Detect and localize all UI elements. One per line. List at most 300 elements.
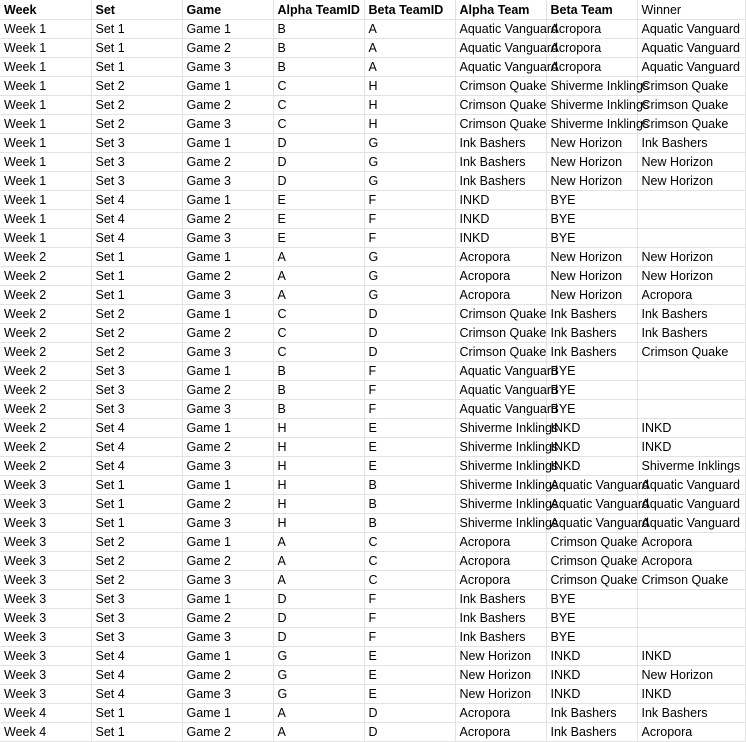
alpha-team-cell[interactable]: Shiverme Inklings	[455, 476, 546, 495]
game-cell[interactable]: Game 1	[182, 248, 273, 267]
alpha-team-id-cell[interactable]: B	[273, 58, 364, 77]
alpha-team-id-cell[interactable]: A	[273, 267, 364, 286]
alpha-team-cell[interactable]: Crimson Quake	[455, 324, 546, 343]
beta-team-id-cell[interactable]: E	[364, 419, 455, 438]
week-cell[interactable]: Week 2	[0, 400, 91, 419]
winner-cell[interactable]: Crimson Quake	[637, 343, 745, 362]
alpha-team-id-cell[interactable]: E	[273, 229, 364, 248]
beta-team-id-cell[interactable]: A	[364, 20, 455, 39]
game-cell[interactable]: Game 2	[182, 324, 273, 343]
set-cell[interactable]: Set 1	[91, 39, 182, 58]
game-cell[interactable]: Game 3	[182, 457, 273, 476]
week-cell[interactable]: Week 4	[0, 704, 91, 723]
beta-team-cell[interactable]: New Horizon	[546, 267, 637, 286]
winner-cell[interactable]: Acropora	[637, 286, 745, 305]
week-cell[interactable]: Week 3	[0, 533, 91, 552]
alpha-team-id-cell[interactable]: G	[273, 685, 364, 704]
alpha-team-cell[interactable]: Shiverme Inklings	[455, 438, 546, 457]
winner-cell[interactable]: INKD	[637, 647, 745, 666]
alpha-team-id-cell[interactable]: C	[273, 96, 364, 115]
week-cell[interactable]: Week 3	[0, 476, 91, 495]
week-cell[interactable]: Week 3	[0, 495, 91, 514]
beta-team-id-cell[interactable]: B	[364, 495, 455, 514]
winner-cell[interactable]: INKD	[637, 419, 745, 438]
beta-team-id-cell[interactable]: E	[364, 647, 455, 666]
set-cell[interactable]: Set 2	[91, 77, 182, 96]
winner-cell[interactable]: Acropora	[637, 533, 745, 552]
beta-team-cell[interactable]: BYE	[546, 191, 637, 210]
alpha-team-id-cell[interactable]: H	[273, 438, 364, 457]
alpha-team-id-cell[interactable]: A	[273, 248, 364, 267]
set-cell[interactable]: Set 3	[91, 381, 182, 400]
alpha-team-cell[interactable]: Aquatic Vanguard	[455, 381, 546, 400]
week-cell[interactable]: Week 1	[0, 39, 91, 58]
alpha-team-cell[interactable]: Crimson Quake	[455, 305, 546, 324]
alpha-team-id-cell[interactable]: C	[273, 305, 364, 324]
beta-team-id-cell[interactable]: F	[364, 229, 455, 248]
winner-cell[interactable]	[637, 229, 745, 248]
alpha-team-id-cell[interactable]: E	[273, 210, 364, 229]
alpha-team-cell[interactable]: Acropora	[455, 248, 546, 267]
week-cell[interactable]: Week 1	[0, 96, 91, 115]
alpha-team-id-cell[interactable]: B	[273, 381, 364, 400]
winner-cell[interactable]	[637, 381, 745, 400]
alpha-team-id-cell[interactable]: G	[273, 666, 364, 685]
week-cell[interactable]: Week 3	[0, 552, 91, 571]
winner-cell[interactable]: Acropora	[637, 723, 745, 742]
beta-team-cell[interactable]: Crimson Quake	[546, 533, 637, 552]
alpha-team-id-cell[interactable]: C	[273, 77, 364, 96]
set-cell[interactable]: Set 1	[91, 286, 182, 305]
alpha-team-cell[interactable]: Acropora	[455, 552, 546, 571]
beta-team-cell[interactable]: BYE	[546, 381, 637, 400]
game-cell[interactable]: Game 2	[182, 609, 273, 628]
set-cell[interactable]: Set 2	[91, 96, 182, 115]
set-cell[interactable]: Set 4	[91, 666, 182, 685]
week-cell[interactable]: Week 1	[0, 134, 91, 153]
beta-team-id-cell[interactable]: F	[364, 590, 455, 609]
alpha-team-cell[interactable]: New Horizon	[455, 685, 546, 704]
winner-cell[interactable]: Ink Bashers	[637, 324, 745, 343]
game-cell[interactable]: Game 3	[182, 58, 273, 77]
alpha-team-cell[interactable]: Ink Bashers	[455, 172, 546, 191]
beta-team-cell[interactable]: INKD	[546, 438, 637, 457]
beta-team-id-cell[interactable]: C	[364, 571, 455, 590]
alpha-team-cell[interactable]: Aquatic Vanguard	[455, 362, 546, 381]
alpha-team-cell[interactable]: Shiverme Inklings	[455, 419, 546, 438]
alpha-team-cell[interactable]: Crimson Quake	[455, 96, 546, 115]
winner-cell[interactable]: Aquatic Vanguard	[637, 514, 745, 533]
week-cell[interactable]: Week 3	[0, 514, 91, 533]
winner-cell[interactable]: Aquatic Vanguard	[637, 39, 745, 58]
alpha-team-id-cell[interactable]: G	[273, 647, 364, 666]
winner-cell[interactable]: Shiverme Inklings	[637, 457, 745, 476]
beta-team-cell[interactable]: New Horizon	[546, 134, 637, 153]
game-cell[interactable]: Game 1	[182, 305, 273, 324]
winner-cell[interactable]	[637, 191, 745, 210]
beta-team-id-cell[interactable]: G	[364, 286, 455, 305]
winner-cell[interactable]: New Horizon	[637, 267, 745, 286]
alpha-team-cell[interactable]: Shiverme Inklings	[455, 495, 546, 514]
week-cell[interactable]: Week 3	[0, 590, 91, 609]
alpha-team-cell[interactable]: Ink Bashers	[455, 609, 546, 628]
header-alpha-team-id[interactable]: Alpha TeamID	[273, 0, 364, 20]
winner-cell[interactable]	[637, 628, 745, 647]
beta-team-id-cell[interactable]: E	[364, 438, 455, 457]
beta-team-cell[interactable]: INKD	[546, 419, 637, 438]
winner-cell[interactable]: New Horizon	[637, 172, 745, 191]
alpha-team-cell[interactable]: Ink Bashers	[455, 590, 546, 609]
beta-team-id-cell[interactable]: G	[364, 134, 455, 153]
game-cell[interactable]: Game 3	[182, 115, 273, 134]
beta-team-id-cell[interactable]: H	[364, 77, 455, 96]
beta-team-cell[interactable]: New Horizon	[546, 172, 637, 191]
week-cell[interactable]: Week 3	[0, 609, 91, 628]
game-cell[interactable]: Game 2	[182, 552, 273, 571]
set-cell[interactable]: Set 1	[91, 58, 182, 77]
game-cell[interactable]: Game 2	[182, 381, 273, 400]
game-cell[interactable]: Game 3	[182, 400, 273, 419]
game-cell[interactable]: Game 1	[182, 362, 273, 381]
set-cell[interactable]: Set 3	[91, 362, 182, 381]
beta-team-id-cell[interactable]: F	[364, 381, 455, 400]
winner-cell[interactable]	[637, 400, 745, 419]
set-cell[interactable]: Set 4	[91, 191, 182, 210]
beta-team-id-cell[interactable]: F	[364, 362, 455, 381]
set-cell[interactable]: Set 2	[91, 571, 182, 590]
alpha-team-id-cell[interactable]: C	[273, 324, 364, 343]
set-cell[interactable]: Set 3	[91, 609, 182, 628]
alpha-team-cell[interactable]: Aquatic Vanguard	[455, 58, 546, 77]
set-cell[interactable]: Set 1	[91, 723, 182, 742]
week-cell[interactable]: Week 2	[0, 267, 91, 286]
beta-team-cell[interactable]: Acropora	[546, 20, 637, 39]
game-cell[interactable]: Game 3	[182, 685, 273, 704]
game-cell[interactable]: Game 2	[182, 210, 273, 229]
beta-team-id-cell[interactable]: G	[364, 153, 455, 172]
set-cell[interactable]: Set 2	[91, 324, 182, 343]
beta-team-cell[interactable]: New Horizon	[546, 248, 637, 267]
winner-cell[interactable]: Ink Bashers	[637, 134, 745, 153]
header-winner[interactable]: Winner	[637, 0, 745, 20]
set-cell[interactable]: Set 1	[91, 20, 182, 39]
alpha-team-cell[interactable]: Ink Bashers	[455, 628, 546, 647]
week-cell[interactable]: Week 2	[0, 381, 91, 400]
game-cell[interactable]: Game 1	[182, 590, 273, 609]
alpha-team-cell[interactable]: Aquatic Vanguard	[455, 400, 546, 419]
alpha-team-id-cell[interactable]: H	[273, 457, 364, 476]
game-cell[interactable]: Game 3	[182, 172, 273, 191]
game-cell[interactable]: Game 2	[182, 39, 273, 58]
beta-team-id-cell[interactable]: E	[364, 457, 455, 476]
winner-cell[interactable]: Crimson Quake	[637, 77, 745, 96]
game-cell[interactable]: Game 2	[182, 438, 273, 457]
winner-cell[interactable]: Aquatic Vanguard	[637, 495, 745, 514]
game-cell[interactable]: Game 2	[182, 666, 273, 685]
game-cell[interactable]: Game 3	[182, 514, 273, 533]
beta-team-id-cell[interactable]: E	[364, 666, 455, 685]
beta-team-id-cell[interactable]: B	[364, 514, 455, 533]
winner-cell[interactable]: New Horizon	[637, 666, 745, 685]
week-cell[interactable]: Week 4	[0, 723, 91, 742]
set-cell[interactable]: Set 2	[91, 533, 182, 552]
alpha-team-id-cell[interactable]: D	[273, 628, 364, 647]
game-cell[interactable]: Game 2	[182, 96, 273, 115]
game-cell[interactable]: Game 2	[182, 495, 273, 514]
beta-team-cell[interactable]: INKD	[546, 666, 637, 685]
beta-team-cell[interactable]: BYE	[546, 362, 637, 381]
beta-team-cell[interactable]: Acropora	[546, 39, 637, 58]
alpha-team-cell[interactable]: Crimson Quake	[455, 115, 546, 134]
alpha-team-cell[interactable]: New Horizon	[455, 647, 546, 666]
set-cell[interactable]: Set 4	[91, 457, 182, 476]
beta-team-id-cell[interactable]: F	[364, 628, 455, 647]
week-cell[interactable]: Week 3	[0, 685, 91, 704]
alpha-team-cell[interactable]: Crimson Quake	[455, 77, 546, 96]
alpha-team-id-cell[interactable]: D	[273, 134, 364, 153]
beta-team-cell[interactable]: Aquatic Vanguard	[546, 514, 637, 533]
beta-team-cell[interactable]: Ink Bashers	[546, 343, 637, 362]
set-cell[interactable]: Set 1	[91, 704, 182, 723]
game-cell[interactable]: Game 2	[182, 153, 273, 172]
beta-team-id-cell[interactable]: B	[364, 476, 455, 495]
alpha-team-id-cell[interactable]: A	[273, 571, 364, 590]
game-cell[interactable]: Game 1	[182, 77, 273, 96]
beta-team-cell[interactable]: BYE	[546, 400, 637, 419]
set-cell[interactable]: Set 4	[91, 229, 182, 248]
winner-cell[interactable]	[637, 609, 745, 628]
game-cell[interactable]: Game 2	[182, 267, 273, 286]
winner-cell[interactable]	[637, 210, 745, 229]
alpha-team-cell[interactable]: Acropora	[455, 571, 546, 590]
alpha-team-cell[interactable]: Ink Bashers	[455, 153, 546, 172]
week-cell[interactable]: Week 3	[0, 666, 91, 685]
alpha-team-cell[interactable]: Acropora	[455, 723, 546, 742]
set-cell[interactable]: Set 3	[91, 172, 182, 191]
game-cell[interactable]: Game 2	[182, 723, 273, 742]
set-cell[interactable]: Set 1	[91, 248, 182, 267]
alpha-team-cell[interactable]: Acropora	[455, 267, 546, 286]
week-cell[interactable]: Week 3	[0, 628, 91, 647]
beta-team-cell[interactable]: INKD	[546, 685, 637, 704]
week-cell[interactable]: Week 1	[0, 153, 91, 172]
alpha-team-id-cell[interactable]: H	[273, 495, 364, 514]
beta-team-id-cell[interactable]: A	[364, 39, 455, 58]
week-cell[interactable]: Week 2	[0, 343, 91, 362]
alpha-team-id-cell[interactable]: D	[273, 172, 364, 191]
beta-team-cell[interactable]: New Horizon	[546, 286, 637, 305]
week-cell[interactable]: Week 1	[0, 20, 91, 39]
winner-cell[interactable]: Acropora	[637, 552, 745, 571]
beta-team-id-cell[interactable]: D	[364, 704, 455, 723]
alpha-team-id-cell[interactable]: C	[273, 343, 364, 362]
beta-team-cell[interactable]: Crimson Quake	[546, 571, 637, 590]
beta-team-cell[interactable]: BYE	[546, 628, 637, 647]
set-cell[interactable]: Set 2	[91, 305, 182, 324]
beta-team-cell[interactable]: INKD	[546, 457, 637, 476]
beta-team-cell[interactable]: Ink Bashers	[546, 704, 637, 723]
game-cell[interactable]: Game 3	[182, 229, 273, 248]
alpha-team-id-cell[interactable]: D	[273, 153, 364, 172]
week-cell[interactable]: Week 3	[0, 571, 91, 590]
beta-team-cell[interactable]: Shiverme Inklings	[546, 77, 637, 96]
alpha-team-id-cell[interactable]: A	[273, 723, 364, 742]
week-cell[interactable]: Week 1	[0, 77, 91, 96]
header-beta-team[interactable]: Beta Team	[546, 0, 637, 20]
set-cell[interactable]: Set 4	[91, 210, 182, 229]
beta-team-id-cell[interactable]: F	[364, 191, 455, 210]
winner-cell[interactable]: Ink Bashers	[637, 704, 745, 723]
beta-team-cell[interactable]: Ink Bashers	[546, 324, 637, 343]
beta-team-id-cell[interactable]: A	[364, 58, 455, 77]
set-cell[interactable]: Set 3	[91, 153, 182, 172]
game-cell[interactable]: Game 1	[182, 476, 273, 495]
alpha-team-cell[interactable]: Shiverme Inklings	[455, 514, 546, 533]
alpha-team-cell[interactable]: Acropora	[455, 533, 546, 552]
set-cell[interactable]: Set 4	[91, 685, 182, 704]
alpha-team-cell[interactable]: INKD	[455, 229, 546, 248]
set-cell[interactable]: Set 3	[91, 134, 182, 153]
beta-team-id-cell[interactable]: D	[364, 324, 455, 343]
set-cell[interactable]: Set 2	[91, 343, 182, 362]
winner-cell[interactable]: Aquatic Vanguard	[637, 20, 745, 39]
week-cell[interactable]: Week 2	[0, 438, 91, 457]
set-cell[interactable]: Set 1	[91, 495, 182, 514]
set-cell[interactable]: Set 1	[91, 514, 182, 533]
set-cell[interactable]: Set 2	[91, 552, 182, 571]
game-cell[interactable]: Game 3	[182, 286, 273, 305]
winner-cell[interactable]: Aquatic Vanguard	[637, 476, 745, 495]
week-cell[interactable]: Week 2	[0, 457, 91, 476]
set-cell[interactable]: Set 4	[91, 438, 182, 457]
winner-cell[interactable]: New Horizon	[637, 248, 745, 267]
alpha-team-id-cell[interactable]: H	[273, 476, 364, 495]
beta-team-cell[interactable]: BYE	[546, 590, 637, 609]
beta-team-id-cell[interactable]: D	[364, 305, 455, 324]
beta-team-id-cell[interactable]: H	[364, 115, 455, 134]
set-cell[interactable]: Set 2	[91, 115, 182, 134]
beta-team-id-cell[interactable]: F	[364, 609, 455, 628]
beta-team-id-cell[interactable]: G	[364, 248, 455, 267]
beta-team-id-cell[interactable]: D	[364, 343, 455, 362]
alpha-team-id-cell[interactable]: A	[273, 552, 364, 571]
beta-team-id-cell[interactable]: F	[364, 210, 455, 229]
alpha-team-id-cell[interactable]: H	[273, 514, 364, 533]
game-cell[interactable]: Game 1	[182, 134, 273, 153]
beta-team-id-cell[interactable]: F	[364, 400, 455, 419]
game-cell[interactable]: Game 3	[182, 628, 273, 647]
alpha-team-id-cell[interactable]: E	[273, 191, 364, 210]
game-cell[interactable]: Game 3	[182, 571, 273, 590]
header-alpha-team[interactable]: Alpha Team	[455, 0, 546, 20]
alpha-team-cell[interactable]: Aquatic Vanguard	[455, 39, 546, 58]
set-cell[interactable]: Set 3	[91, 400, 182, 419]
header-beta-team-id[interactable]: Beta TeamID	[364, 0, 455, 20]
alpha-team-cell[interactable]: Aquatic Vanguard	[455, 20, 546, 39]
alpha-team-id-cell[interactable]: A	[273, 704, 364, 723]
alpha-team-id-cell[interactable]: A	[273, 533, 364, 552]
alpha-team-id-cell[interactable]: B	[273, 39, 364, 58]
winner-cell[interactable]	[637, 362, 745, 381]
week-cell[interactable]: Week 2	[0, 286, 91, 305]
beta-team-cell[interactable]: Ink Bashers	[546, 723, 637, 742]
alpha-team-cell[interactable]: INKD	[455, 210, 546, 229]
alpha-team-id-cell[interactable]: C	[273, 115, 364, 134]
beta-team-cell[interactable]: BYE	[546, 609, 637, 628]
beta-team-id-cell[interactable]: G	[364, 267, 455, 286]
header-game[interactable]: Game	[182, 0, 273, 20]
winner-cell[interactable]: Aquatic Vanguard	[637, 58, 745, 77]
header-set[interactable]: Set	[91, 0, 182, 20]
beta-team-cell[interactable]: BYE	[546, 210, 637, 229]
beta-team-cell[interactable]: Crimson Quake	[546, 552, 637, 571]
week-cell[interactable]: Week 1	[0, 172, 91, 191]
beta-team-id-cell[interactable]: H	[364, 96, 455, 115]
game-cell[interactable]: Game 3	[182, 343, 273, 362]
week-cell[interactable]: Week 2	[0, 305, 91, 324]
week-cell[interactable]: Week 2	[0, 362, 91, 381]
alpha-team-id-cell[interactable]: A	[273, 286, 364, 305]
header-week[interactable]: Week	[0, 0, 91, 20]
alpha-team-id-cell[interactable]: D	[273, 590, 364, 609]
alpha-team-cell[interactable]: Shiverme Inklings	[455, 457, 546, 476]
alpha-team-cell[interactable]: INKD	[455, 191, 546, 210]
beta-team-id-cell[interactable]: C	[364, 552, 455, 571]
game-cell[interactable]: Game 1	[182, 191, 273, 210]
alpha-team-cell[interactable]: Acropora	[455, 286, 546, 305]
beta-team-id-cell[interactable]: D	[364, 723, 455, 742]
week-cell[interactable]: Week 2	[0, 324, 91, 343]
winner-cell[interactable]: Crimson Quake	[637, 96, 745, 115]
winner-cell[interactable]: INKD	[637, 685, 745, 704]
alpha-team-id-cell[interactable]: B	[273, 20, 364, 39]
beta-team-cell[interactable]: Shiverme Inklings	[546, 96, 637, 115]
week-cell[interactable]: Week 1	[0, 210, 91, 229]
winner-cell[interactable]: New Horizon	[637, 153, 745, 172]
beta-team-cell[interactable]: Acropora	[546, 58, 637, 77]
alpha-team-id-cell[interactable]: B	[273, 362, 364, 381]
winner-cell[interactable]	[637, 590, 745, 609]
winner-cell[interactable]: Crimson Quake	[637, 115, 745, 134]
winner-cell[interactable]: INKD	[637, 438, 745, 457]
alpha-team-cell[interactable]: Ink Bashers	[455, 134, 546, 153]
set-cell[interactable]: Set 4	[91, 419, 182, 438]
beta-team-cell[interactable]: New Horizon	[546, 153, 637, 172]
game-cell[interactable]: Game 1	[182, 704, 273, 723]
beta-team-cell[interactable]: Aquatic Vanguard	[546, 476, 637, 495]
beta-team-cell[interactable]: INKD	[546, 647, 637, 666]
game-cell[interactable]: Game 1	[182, 20, 273, 39]
game-cell[interactable]: Game 1	[182, 647, 273, 666]
beta-team-id-cell[interactable]: E	[364, 685, 455, 704]
game-cell[interactable]: Game 1	[182, 533, 273, 552]
week-cell[interactable]: Week 2	[0, 248, 91, 267]
beta-team-cell[interactable]: BYE	[546, 229, 637, 248]
alpha-team-id-cell[interactable]: H	[273, 419, 364, 438]
set-cell[interactable]: Set 4	[91, 647, 182, 666]
winner-cell[interactable]: Crimson Quake	[637, 571, 745, 590]
alpha-team-id-cell[interactable]: B	[273, 400, 364, 419]
set-cell[interactable]: Set 3	[91, 590, 182, 609]
week-cell[interactable]: Week 1	[0, 229, 91, 248]
week-cell[interactable]: Week 1	[0, 58, 91, 77]
week-cell[interactable]: Week 1	[0, 191, 91, 210]
set-cell[interactable]: Set 3	[91, 628, 182, 647]
game-cell[interactable]: Game 1	[182, 419, 273, 438]
beta-team-id-cell[interactable]: G	[364, 172, 455, 191]
set-cell[interactable]: Set 1	[91, 267, 182, 286]
beta-team-id-cell[interactable]: C	[364, 533, 455, 552]
